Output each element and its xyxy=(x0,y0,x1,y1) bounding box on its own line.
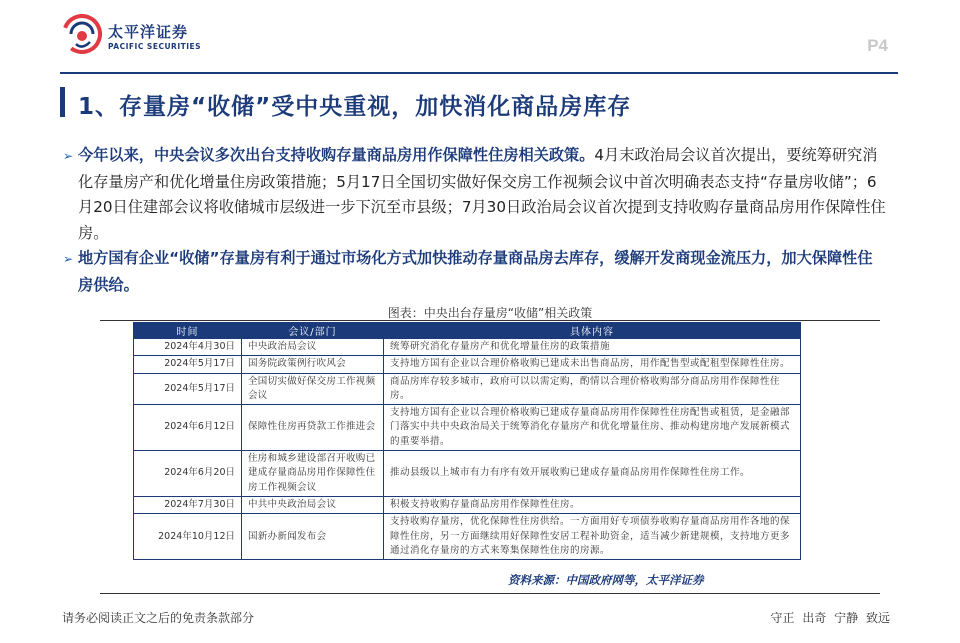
company-motto: 守正 出奇 宁静 致远 xyxy=(770,611,890,625)
title-accent-bar xyxy=(60,87,65,117)
cell-content: 支持地方国有企业以合理价格收购已建成未出售商品房，用作配售型或配租型保障性住房。 xyxy=(384,356,801,373)
cell-content: 统筹研究消化存量房产和优化增量住房的政策措施 xyxy=(384,339,801,356)
table-row xyxy=(134,339,801,356)
bullet-body: 4月末政治局会议首次提出，要统筹研究消化存量房产和优化增量住房政策措施；5月17日全国切实做好保交房工作视频会议中首次明确表态支持“存量房收储”；6月20日住建部会议将收储城市层级进一步下沉至市县级；7月30日政治局会议首次提到支持收购存量商品房用作保障性住房。 xyxy=(78,146,886,242)
cell-content: 推动县级以上城市有力有序有效开展收购已建成存量商品房用作保障性住房工作。 xyxy=(384,451,801,497)
column-header-content: 具体内容 xyxy=(384,323,801,339)
cell-date: 2024年4月30日 xyxy=(134,339,242,356)
arrow-bullet-icon: ➢ xyxy=(63,149,74,163)
cell-content: 支持地方国有企业以合理价格收购已建成存量商品房用作保障性住房配售或租赁，是金融部门落实中共中央政治局关于统筹消化存量房产和优化增量住房、推动构建房地产发展新模式的重要举措。 xyxy=(384,405,801,451)
page-number: P4 xyxy=(867,36,888,55)
cell-dept: 中央政治局会议 xyxy=(242,339,384,356)
figure-bottom-rule xyxy=(100,593,880,594)
cell-dept: 国务院政策例行吹风会 xyxy=(242,356,384,373)
table-row xyxy=(134,373,801,405)
cell-date: 2024年10月12日 xyxy=(134,514,242,560)
cell-content: 积极支持收购存量商品房用作保障性住房。 xyxy=(384,496,801,513)
bullet-body: 地方国有企业“收储”存量房有利于通过市场化方式加快推动存量商品房去库存，缓解开发商现金流压力，加大保障性住房供给。 xyxy=(78,249,873,294)
brand-name-en: PACIFIC SECURITIES xyxy=(108,42,202,51)
figure-source: 资料来源：中国政府网等，太平洋证券 xyxy=(508,573,704,587)
disclaimer-note: 请务必阅读正文之后的免责条款部分 xyxy=(62,611,255,625)
cell-content: 支持收购存量房，优化保障性住房供给。一方面用好专项债券收购存量商品房用作各地的保障性住房，另一方面继续用好保障性安居工程补助资金，适当减少新建规模，支持地方更多通过消化存量房的方式来筹集保障性住房的房源。 xyxy=(384,514,801,560)
brand-name-cn: 太平洋证券 xyxy=(108,23,189,41)
bullet-list xyxy=(62,143,887,298)
table-row xyxy=(134,514,801,560)
cell-dept: 中共中央政治局会议 xyxy=(242,496,384,513)
figure-top-rule xyxy=(100,320,880,321)
table-header-row xyxy=(134,323,801,339)
cell-date: 2024年5月17日 xyxy=(134,356,242,373)
table-row xyxy=(134,496,801,513)
column-header-dept: 会议/部门 xyxy=(242,323,384,339)
cell-dept: 保障性住房再贷款工作推进会 xyxy=(242,405,384,451)
bullet-item-policy xyxy=(62,143,887,246)
cell-dept: 住房和城乡建设部召开收购已建成存量商品房用作保障性住房工作视频会议 xyxy=(242,451,384,497)
table-row xyxy=(134,405,801,451)
cell-date: 2024年6月12日 xyxy=(134,405,242,451)
policy-table xyxy=(133,322,801,560)
cell-dept: 国新办新闻发布会 xyxy=(242,514,384,560)
bullet-item-soe xyxy=(62,246,887,298)
section-title: 1、存量房“收储”受中央重视，加快消化商品房库存 xyxy=(78,94,632,120)
table-row xyxy=(134,356,801,373)
cell-date: 2024年7月30日 xyxy=(134,496,242,513)
bullet-emphasis: 今年以来，中央会议多次出台支持收购存量商品房用作保障性住房相关政策。 xyxy=(78,146,595,164)
table-row xyxy=(134,451,801,497)
cell-content: 商品房库存较多城市，政府可以以需定购，酌情以合理价格收购部分商品房用作保障性住房。 xyxy=(384,373,801,405)
header-divider xyxy=(60,72,898,74)
column-header-date: 时间 xyxy=(134,323,242,339)
arrow-bullet-icon: ➢ xyxy=(63,252,74,266)
cell-date: 2024年5月17日 xyxy=(134,373,242,405)
cell-dept: 全国切实做好保交房工作视频会议 xyxy=(242,373,384,405)
cell-date: 2024年6月20日 xyxy=(134,451,242,497)
figure-caption: 图表：中央出台存量房“收储”相关政策 xyxy=(387,306,593,320)
pacific-securities-logo-icon xyxy=(62,14,102,54)
